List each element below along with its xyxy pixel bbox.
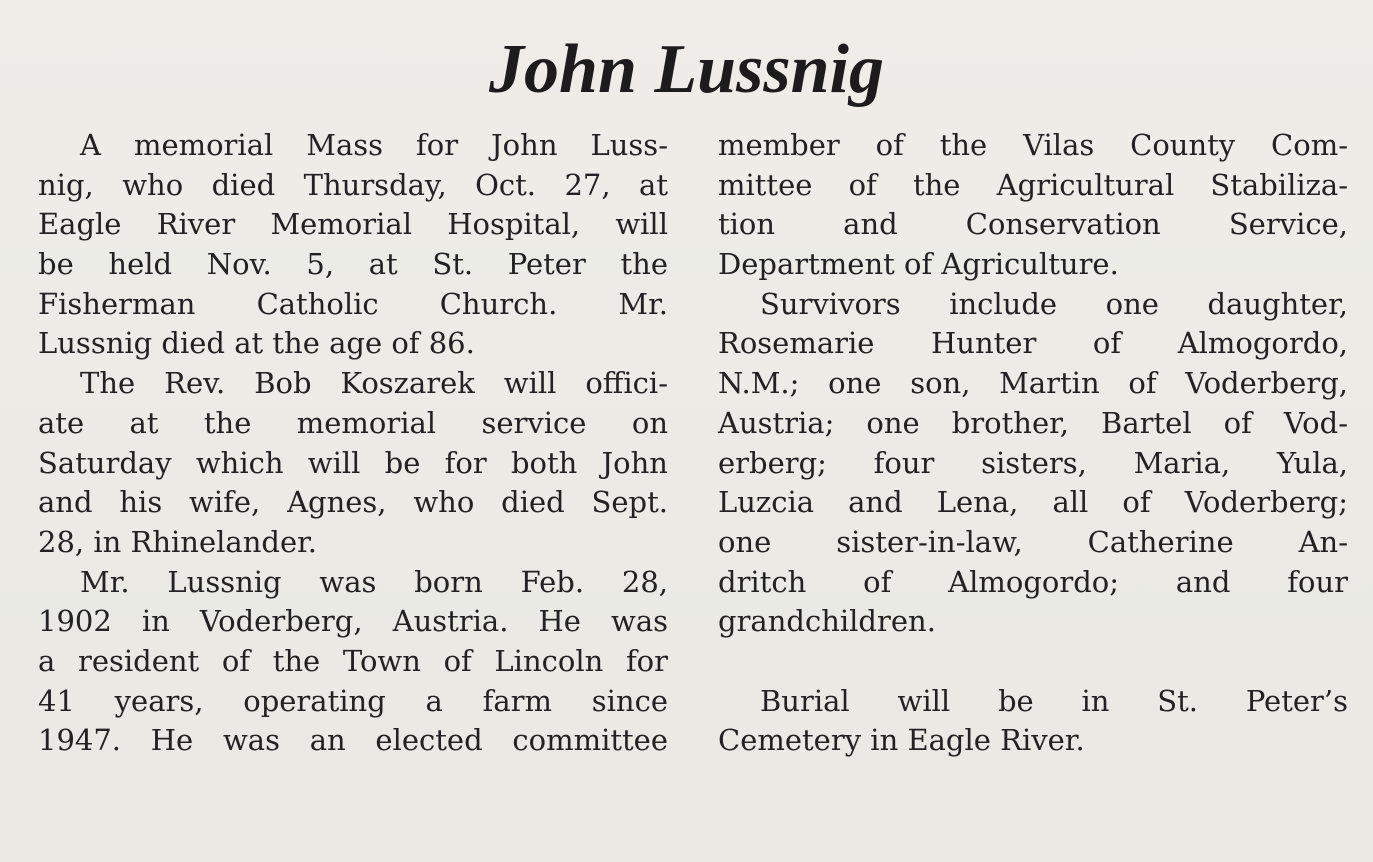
text-line: a resident of the Town of Lincoln for [38, 643, 668, 678]
text-line: Luzcia and Lena, all of Voderberg; [718, 485, 1348, 520]
text-line: one sister-in-law, Catherine An- [718, 524, 1348, 559]
text-line: The Rev. Bob Koszarek will offici- [80, 366, 668, 401]
text-line: Cemetery in Eagle River. [718, 723, 1085, 758]
text-line: Saturday which will be for both John [38, 445, 668, 480]
right-column [718, 126, 1348, 761]
text-line: 1902 in Voderberg, Austria. He was [38, 604, 668, 639]
text-line: N.M.; one son, Martin of Voderberg, [718, 366, 1348, 401]
text-line: Rosemarie Hunter of Almogordo, [718, 326, 1348, 361]
obituary-title: John Lussnig [489, 31, 884, 108]
text-line: nig, who died Thursday, Oct. 27, at [38, 167, 668, 202]
text-line: Lussnig died at the age of 86. [38, 326, 475, 361]
text-line: ate at the memorial service on [38, 405, 668, 440]
text-line: tion and Conservation Service, [718, 207, 1348, 242]
text-line: Burial will be in St. Peter’s [760, 683, 1348, 718]
text-line: Eagle River Memorial Hospital, will [38, 207, 668, 242]
text-line: 1947. He was an elected committee [38, 723, 668, 758]
text-line: A memorial Mass for John Luss- [80, 128, 668, 162]
text-line: mittee of the Agricultural Stabiliza- [718, 167, 1348, 202]
left-column [38, 126, 668, 761]
text-line: be held Nov. 5, at St. Peter the [38, 247, 668, 282]
text-line: grandchildren. [718, 604, 936, 639]
text-line: 41 years, operating a farm since [38, 683, 668, 718]
text-line: member of the Vilas County Com- [718, 128, 1348, 162]
text-line: dritch of Almogordo; and four [718, 564, 1348, 599]
text-line: Survivors include one daughter, [760, 286, 1348, 321]
paragraph-gap [718, 642, 1348, 682]
text-line: Austria; one brother, Bartel of Vod- [718, 405, 1348, 440]
text-line: Fisherman Catholic Church. Mr. [38, 286, 668, 321]
text-line: Mr. Lussnig was born Feb. 28, [80, 564, 668, 599]
text-line: Department of Agriculture. [718, 247, 1119, 282]
text-line: 28, in Rhinelander. [38, 524, 317, 559]
text-line: erberg; four sisters, Maria, Yula, [718, 445, 1348, 480]
text-line: and his wife, Agnes, who died Sept. [38, 485, 668, 520]
